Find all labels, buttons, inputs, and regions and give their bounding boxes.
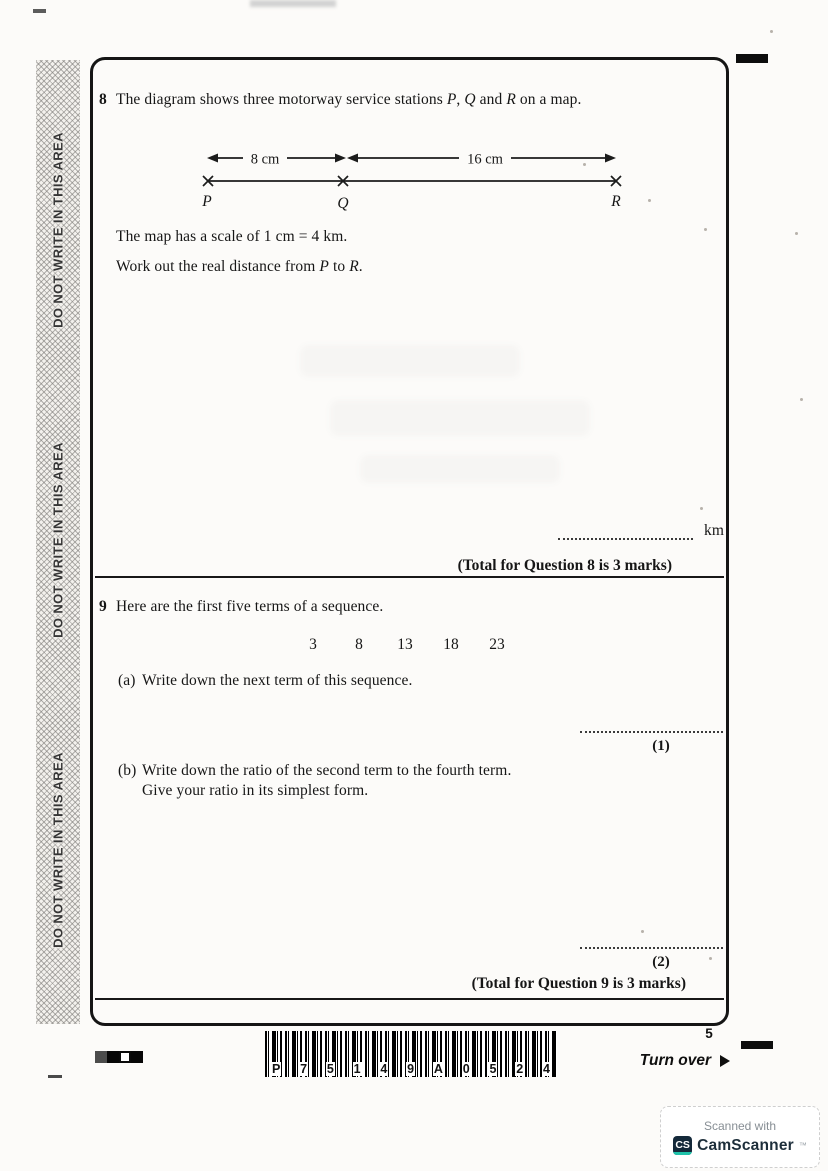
question-8-number: 8: [99, 91, 107, 108]
question-9-text: Here are the first five terms of a sequence.: [116, 598, 384, 615]
q9-part-b-label: (b): [118, 762, 137, 779]
sequence-term: 3: [309, 636, 317, 653]
question-area-frame: [90, 57, 729, 1026]
registration-square: [95, 1051, 107, 1063]
q9-part-b-text: Give your ratio in its simplest form.: [142, 782, 369, 799]
barcode-char: 2: [516, 1062, 524, 1076]
q8-var-p: P: [446, 91, 457, 108]
turn-over-arrow-icon: [720, 1055, 730, 1067]
question-9-number: 9: [99, 598, 107, 615]
q9-part-b-marks: (2): [652, 954, 670, 970]
barcode-char: 4: [380, 1062, 388, 1076]
q8-point-r-label: R: [611, 193, 621, 210]
question-divider-line: [95, 998, 724, 1000]
q9-part-a-answer-line[interactable]: [580, 715, 723, 733]
turn-over-indicator: [640, 1052, 730, 1070]
q8-var-r: R: [506, 91, 516, 108]
trademark-symbol: ™: [798, 1141, 807, 1150]
scan-noise-dot: [770, 30, 773, 33]
q8-dim-16cm: 16 cm: [467, 151, 503, 168]
sequence-term: 23: [489, 636, 505, 653]
print-registration-bar: [736, 54, 768, 63]
barcode-char: P: [272, 1062, 281, 1076]
q9-part-a-marks: (1): [652, 738, 670, 754]
sequence-term: 8: [355, 636, 363, 653]
q8-answer-unit: km: [704, 522, 725, 539]
scanned-with-label: Scanned with: [703, 1119, 777, 1133]
print-colour-registration-mark: [95, 1051, 143, 1063]
q8-point-q-label: Q: [337, 195, 349, 212]
camscanner-icon-label: CS: [675, 1139, 690, 1152]
barcode-char: 4: [542, 1062, 550, 1076]
barcode-text: [271, 1062, 551, 1076]
barcode-char: 7: [300, 1062, 308, 1076]
scan-noise-dot: [800, 398, 803, 401]
camscanner-brand-label: CamScanner: [697, 1136, 794, 1154]
barcode-char: 0: [462, 1062, 470, 1076]
question-8-text: [116, 91, 581, 109]
q9-sequence-terms: [301, 636, 509, 654]
q8-task-text: [116, 258, 363, 276]
sequence-term: 18: [443, 636, 459, 653]
barcode-char: 9: [407, 1062, 415, 1076]
barcode-char: 1: [353, 1062, 361, 1076]
do-not-write-margin: [36, 60, 80, 1024]
question-divider-line: [95, 576, 724, 578]
do-not-write-label: DO NOT WRITE IN THIS AREA: [50, 752, 66, 948]
q8-var-q: Q: [464, 91, 476, 108]
q8-point-p-label: P: [202, 193, 212, 210]
q8-task-part: to: [328, 258, 350, 275]
do-not-write-label: DO NOT WRITE IN THIS AREA: [50, 442, 66, 638]
q8-var-r: R: [349, 258, 359, 275]
print-registration-bar: [741, 1041, 773, 1049]
q8-map-diagram: [93, 135, 726, 227]
scan-noise-dot: [795, 232, 798, 235]
barcode-char: 5: [489, 1062, 497, 1076]
q8-total-marks: (Total for Question 8 is 3 marks): [457, 557, 672, 574]
registration-square: [131, 1051, 143, 1063]
q9-part-b-text: Write down the ratio of the second term to the fourth term.: [142, 762, 512, 779]
scan-mark-dash: [33, 9, 46, 13]
camscanner-watermark: [660, 1106, 820, 1168]
registration-square: [119, 1051, 131, 1063]
q8-task-part: .: [358, 258, 363, 275]
scan-smudge: [250, 0, 336, 7]
q8-answer-row: [558, 521, 724, 540]
page-number: 5: [705, 1026, 713, 1041]
q8-intro-text: The diagram shows three motorway service stations: [116, 91, 447, 108]
q8-var-p: P: [319, 258, 329, 275]
camscanner-icon-accent: [673, 1152, 692, 1155]
turn-over-label: Turn over: [639, 1052, 711, 1069]
q8-task-part: Work out the real distance from: [116, 258, 320, 275]
exam-barcode: [265, 1031, 557, 1077]
q8-dim-8cm: 8 cm: [250, 151, 280, 168]
q8-intro-text: ,: [456, 91, 465, 108]
camscanner-brand-row: [673, 1136, 807, 1155]
do-not-write-label: DO NOT WRITE IN THIS AREA: [50, 132, 66, 328]
q8-intro-text: and: [475, 91, 507, 108]
q9-part-a-text: Write down the next term of this sequence.: [142, 672, 413, 689]
camscanner-logo-icon: [673, 1136, 692, 1155]
sequence-term: 13: [397, 636, 413, 653]
q9-part-a-label: (a): [118, 672, 136, 689]
q8-scale-text: The map has a scale of 1 cm = 4 km.: [116, 228, 348, 245]
barcode-char: 5: [326, 1062, 334, 1076]
q8-answer-line[interactable]: [558, 521, 693, 540]
q9-part-b-answer-line[interactable]: [580, 931, 723, 949]
q9-total-marks: (Total for Question 9 is 3 marks): [471, 975, 686, 992]
registration-square: [107, 1051, 119, 1063]
q8-intro-text: on a map.: [515, 91, 582, 108]
scan-mark-dash: [48, 1075, 62, 1078]
barcode-char: A: [433, 1062, 443, 1076]
